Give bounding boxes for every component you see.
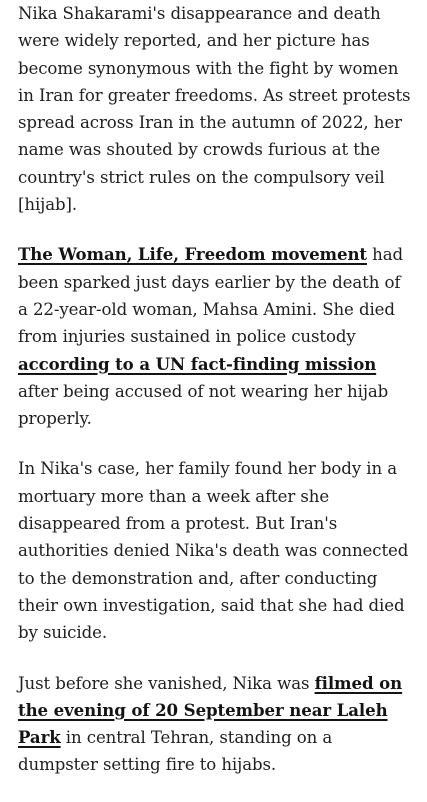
un-fact-finding-mission-link[interactable]: according to a UN fact-finding mission [18, 353, 377, 374]
paragraph-2 [18, 241, 414, 432]
paragraph-1 [18, 0, 414, 218]
paragraph-text: in central Tehran, standing on a dumpster setting fire to hijabs. [18, 728, 333, 775]
paragraph-text: Just before she vanished, Nika was [18, 673, 315, 693]
paragraph-text: In Nika's case, her family found her body in a mortuary more than a week after she disappeared from a protest. But Iran's authorities denied Nika's death was connected to the demonstration and, after conducting their own investigation, said that she had died by suicide. [18, 459, 409, 643]
filmed-near-laleh-park-link[interactable]: filmed on the evening of 20 September near Laleh Park [18, 672, 403, 748]
paragraph-4 [18, 670, 414, 779]
paragraph-3 [18, 455, 414, 646]
paragraph-text: after being accused of not wearing her hijab properly. [18, 381, 389, 429]
woman-life-freedom-link[interactable]: The Woman, Life, Freedom movement [18, 244, 367, 265]
paragraph-text: Nika Shakarami's disappearance and death were widely reported, and her picture has become synonymous with the fight by women in Iran for greater freedoms. As street protests spread across Iran in the autumn of 2022, her name was shouted by crowds furious at the country's strict rules on the compulsory veil [hijab]. [18, 4, 411, 215]
article-body [18, 0, 414, 802]
paragraph-text: had been sparked just days earlier by the death of a 22-year-old woman, Mahsa Amini. She died from injuries sustained in police custody [18, 245, 404, 347]
